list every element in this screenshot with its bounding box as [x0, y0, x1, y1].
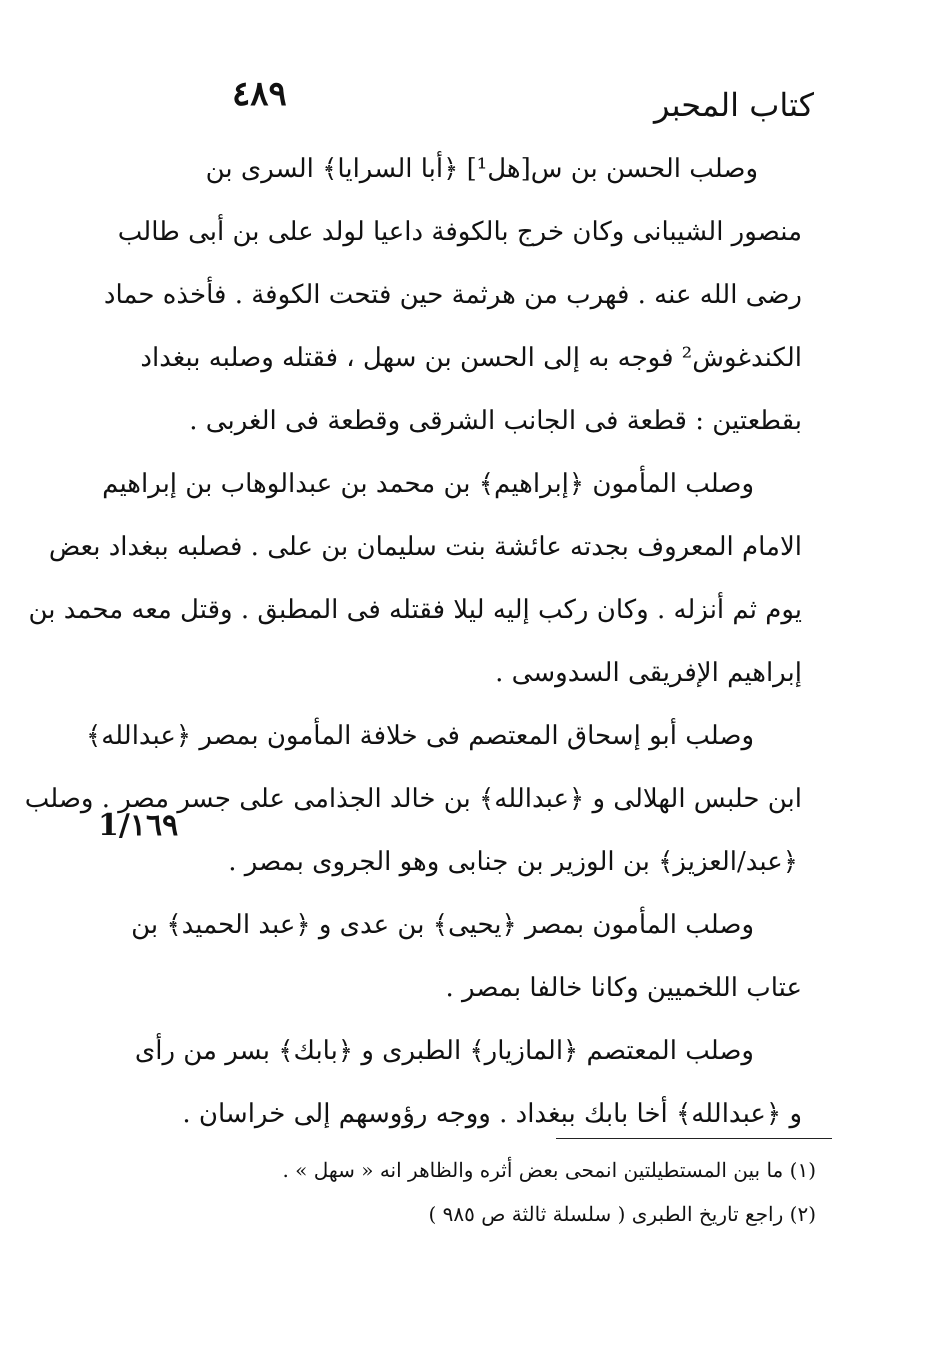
footnote: (٢) راجع تاريخ الطبرى ( سلسلة ثالثة ص ٩٨٥ ): [428, 1202, 816, 1226]
text-line: ابن حلبس الهلالى و ﴿عبدالله﴾ بن خالد الجذامى على جسر مصر . وصلب: [24, 784, 802, 814]
text-line: بقطعتين : قطعة فى الجانب الشرقى وقطعة فى الغربى .: [189, 406, 802, 436]
text-line: إبراهيم الإفريقى السدوسى .: [495, 658, 802, 688]
running-title: كتاب المحبر: [653, 86, 814, 124]
text-line: الكندغوش² فوجه به إلى الحسن بن سهل ، فقتله وصلبه ببغداد: [140, 343, 802, 373]
text-line: وصلب الحسن بن س[هل¹] ﴿أبا السرايا﴾ السرى بن: [205, 154, 758, 184]
text-line: منصور الشيبانى وكان خرج بالكوفة داعيا لولد على بن أبى طالب: [117, 217, 802, 247]
footnote: (١) ما بين المستطيلتين انمحى بعض أثره والظاهر انه « سهل » .: [282, 1158, 816, 1182]
text-line: يوم ثم أنزله . وكان ركب إليه ليلا فقتله فى المطبق . وقتل معه محمد بن: [28, 595, 802, 625]
text-line: و ﴿عبدالله﴾ أخا بابك ببغداد . ووجه رؤوسهم إلى خراسان .: [182, 1099, 802, 1129]
text-line: وصلب أبو إسحاق المعتصم فى خلافة المأمون بمصر ﴿عبدالله﴾: [85, 721, 754, 751]
text-line: رضى الله عنه . فهرب من هرثمة حين فتحت الكوفة . فأخذه حماد: [103, 280, 802, 310]
margin-note: 1/١٦٩: [98, 808, 179, 843]
page-number: ٤٨٩: [232, 74, 287, 114]
text-line: ﴿عبد/العزيز﴾ بن الوزير بن جنابى وهو الجروى بمصر .: [228, 847, 798, 877]
footnotes: [216, 1148, 816, 1236]
text-line: عتاب اللخميين وكانا خالفا بمصر .: [445, 973, 802, 1003]
text-line: وصلب المأمون ﴿إبراهيم﴾ بن محمد بن عبدالوهاب بن إبراهيم: [102, 469, 754, 499]
text-line: وصلب المعتصم ﴿المازيار﴾ الطبرى و ﴿بابك﴾ بسر من رأى: [134, 1036, 754, 1066]
footnote-divider: [556, 1138, 832, 1139]
text-line: الامام المعروف بجدته عائشة بنت سليمان بن على . فصلبه ببغداد بعض: [48, 532, 802, 562]
text-line: وصلب المأمون بمصر ﴿يحيى﴾ بن عدى و ﴿عبد الحميد﴾ بن: [131, 910, 754, 940]
